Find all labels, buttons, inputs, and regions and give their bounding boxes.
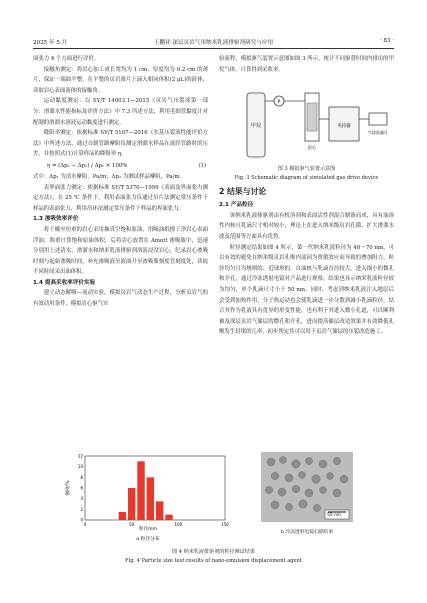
running-header — [33, 36, 394, 48]
section-heading-main: 2 结果与讨论 — [219, 187, 267, 197]
core-sample — [307, 103, 317, 131]
header-page-number: · 83 · — [379, 38, 394, 44]
gauge-label: P — [277, 100, 281, 106]
cryo-tem-image — [261, 452, 353, 522]
gas-drive-diagram — [219, 79, 394, 165]
header-article-title: 王鹏祥.深层页岩气用纳米乳液排驱剂研究与应用 — [153, 40, 274, 46]
y-tick-label: 2 — [80, 506, 83, 512]
section-heading: 2.1 产品粒径 — [219, 202, 254, 209]
y-tick-label: 12 — [77, 453, 83, 459]
bar — [128, 488, 135, 520]
left-column — [33, 54, 208, 310]
figure-4 — [33, 448, 394, 548]
paragraph: 该纳米乳液排驱剂由有机溶剂和表面活性剂混合制备而成，具有油溶性内核且乳滴尺寸相对较小，理论上在进入纳米级页岩孔隙、扩大滑溜水波及范围等方面具有优势。 — [219, 212, 394, 240]
chart-grid — [85, 456, 225, 520]
paragraph: 接触角测定：将岩心加工成长宽均为 1 cm、厚度均为 0.2 cm 的薄片，保证一端面平整，在平整的页岩薄片上滴入相同体积(2 μL)的液体，读取岩心表面流体的接触角。 — [33, 66, 208, 94]
meter-label: 气体流量计 — [368, 130, 388, 136]
cylinder-label: 岩心 — [307, 146, 317, 152]
particle-size-chart — [63, 448, 233, 544]
chart-frame — [85, 456, 225, 520]
x-tick-label: 150 — [221, 522, 229, 527]
section-heading: 1.4 提高采收率评价实验 — [33, 279, 96, 286]
scale-bar-label: 50 nm — [327, 513, 342, 518]
y-tick-label: 4 — [80, 496, 83, 502]
x-tick-label: 0 — [83, 522, 87, 527]
box-label: 夹持器 — [337, 124, 351, 130]
header-rule — [33, 48, 394, 49]
tem-particles — [261, 452, 353, 522]
paragraph: 降阻率测定：依据标准 SY/T 5107—2016《水基压裂液性能评价方法》中所述方法，通过自制管路摩阻仪测定滑溜水样品在流经管路时的压差，并按照式(1)计算样品的降阻率 η。 — [33, 130, 208, 158]
y-axis-label: 强度/% — [66, 480, 71, 496]
paragraph: 面张力 4 个方面进行评价。 — [33, 56, 100, 62]
x-axis-label: 粒径/nm — [138, 527, 158, 532]
figure-3-caption-cn: 图 3 模拟驱气装置示意图 — [277, 166, 336, 173]
paragraph: 表界面张力测定：依据标准 SY/T 5370—1999《表面及界面张力测定方法》，在 25 ℃ 条件下，利用表面张力仪通过吊片法测定常压条件下样品的表面张力，利用吊环法测定常压条件下样品的界面张力。 — [33, 184, 208, 212]
bar — [147, 477, 154, 520]
section-heading: 1.3 渗吸效率评价 — [33, 216, 79, 223]
y-tick-label: 6 — [80, 485, 83, 491]
figure-4-caption-en: Fig. 4 Particle size test results of nano-emulsion displacement agent — [125, 557, 302, 564]
paragraph: 将干燥至恒重的岩心采用抽真空饱和原油，用吸油纸擦干净岩心表面浮油，称重计算饱和原油体积，后将岩心放置在 Amott 渗吸瓶中，迅速分别用上述清水、滑溜水和纳米乳液排驱剂溶液浸没岩心，纪录岩心渗吸时刻与起始渗吸时间，补充渗吸液至液面升至渗吸瓶刻度管刻度处，读取不同时间采出油体积。 — [33, 226, 208, 276]
panel-b-label: b 冷冻透射电镜扫描结果 — [280, 530, 334, 535]
bar — [137, 461, 144, 520]
x-tick-label: 50 — [129, 522, 135, 527]
figure-4-caption — [33, 548, 394, 565]
x-tick-label: 100 — [174, 522, 183, 527]
paragraph: 粒径测定结果如图 4 所示，第一代纳米乳液粒径为 40～70 nm，可以有效的避免在纳米级页岩孔喉内部因为贾敏效应而导致的叠加阻力，粒径均匀且为规则的、近球形的，自油核与乳滴直径较大，进入细小的微孔和介孔，通过冷冻透射电镜对产品进行观察，结果也显示纳米乳液粒径较为均匀，单个乳滴尺寸小于 50 nm，同时，考虑到纳米乳液注入地层后会受到加热作用，分子热运动也会使乳滴进一步分散到减小乳滴粒径，结合其作为乳液具有优异的形变性能，也有利于其进入微小孔道，可以顺利被及深层页岩气储层的微孔和介孔，进而提高储层改造效果并有效降低孔喉发生封堵的几率，初步判定其可以用于页岩气储层的压裂改造施工。 — [219, 244, 394, 336]
paragraph: 建立动态解吸—流动实验，模拟页岩气动态生产过程，分析页岩气的有效动用条件，模拟岩心驱气实 — [33, 290, 208, 308]
flow-meter — [369, 113, 387, 125]
tank-label: 甲烷 — [250, 123, 262, 130]
panel-a-label: a 粒径分布 — [136, 537, 160, 542]
bar — [119, 512, 126, 520]
bar — [165, 515, 172, 520]
equation-1 — [33, 160, 208, 172]
figure-4-caption-cn: 图 4 纳米乳液排驱剂的粒径测试结果 — [172, 549, 255, 555]
y-tick-label: 10 — [77, 464, 83, 470]
paragraph: 验流程，模拟驱气装置示意图如图 3 所示，统计不同驱替时间内排出的甲烷气体，计算得到采收率。 — [219, 56, 394, 73]
header-date: 2025 年 5 月 — [33, 40, 68, 46]
equation-number: (1) — [198, 162, 206, 169]
equation-body: η = (Δp₁ − Δp₂) / Δp₁ × 100% — [47, 162, 128, 169]
figure-3-caption-en: Fig. 3 Schematic diagram of simulated gas drive device — [234, 174, 379, 181]
figure-3-schematic — [219, 79, 394, 165]
paragraph: 运动黏度测定：以 SY/T 14003.1—2015《页岩气压裂液第一部分：滑溜水性能指标及评价方法》中 7.3 所述方法，利用毛细管黏度计对配制的滑溜水溶液运动黏度进行测定。 — [33, 98, 208, 126]
right-column — [219, 54, 394, 338]
bar — [156, 501, 163, 520]
chart-bars — [119, 461, 173, 520]
y-tick-label: 8 — [80, 474, 83, 480]
y-tick-label: 0 — [80, 517, 83, 523]
paragraph: 式中：Δp₁ 为清水摩阻，Pa/m；Δp₂ 为测试样品摩阻，Pa/m。 — [33, 173, 185, 180]
